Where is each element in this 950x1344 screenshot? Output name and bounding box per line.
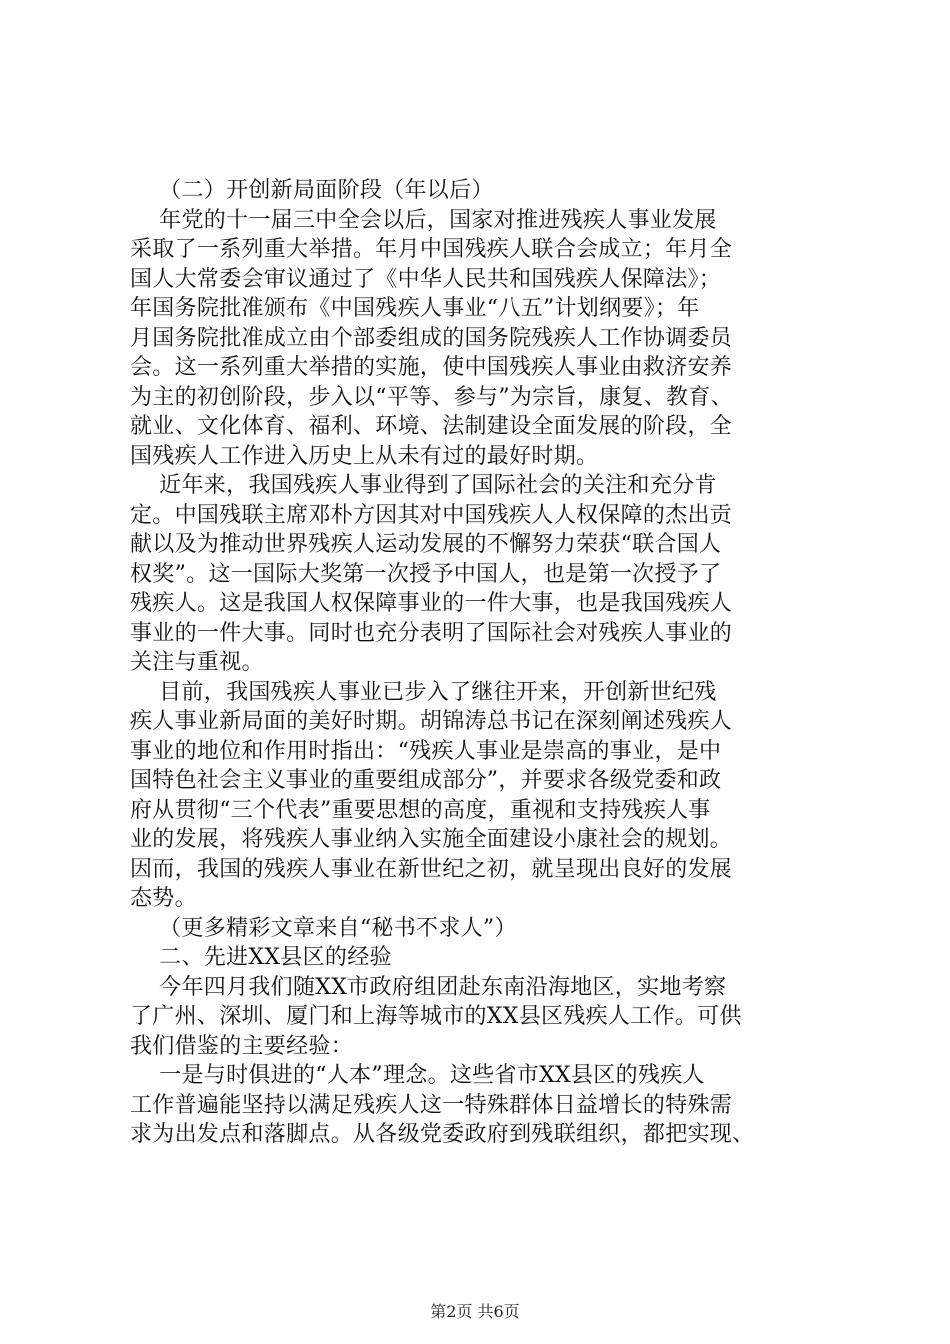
text-line: 事业的一件大事。同时也充分表明了国际社会对残疾人事业的 xyxy=(130,620,733,646)
text-line: 目前，我国残疾人事业已步入了继往开来，开创新世纪残 xyxy=(130,679,717,705)
text-line: 国特色社会主义事业的重要组成部分”，并要求各级党委和政 xyxy=(130,768,722,793)
text-line: 为主的初创阶段，步入以“平等、参与”为宗旨，康复、教育、 xyxy=(130,384,733,410)
text-line: 今年四月我们随XX市政府组团赴东南沿海地区，实地考察 xyxy=(130,974,727,1000)
text-line: 我们借鉴的主要经验： xyxy=(130,1033,354,1059)
text-line: 一是与时俱进的“人本”理念。这些省市XX县区的残疾人 xyxy=(130,1063,705,1088)
document-body xyxy=(130,176,850,1150)
text-line: 疾人事业新局面的美好时期。胡锦涛总书记在深刻阐述残疾人 xyxy=(130,709,733,734)
text-line: 府从贯彻“三个代表”重要思想的高度，重视和支持残疾人事 xyxy=(130,797,711,823)
text-line: 就业、文化体育、福利、环境、法制建设全面发展的阶段，全 xyxy=(130,414,733,439)
text-line: 年党的十一届三中全会以后，国家对推进残疾人事业发展 xyxy=(130,207,717,233)
text-line: 了广州、深圳、厦门和上海等城市的XX县区残疾人工作。可供 xyxy=(130,1004,742,1029)
text-line: 业的发展，将残疾人事业纳入实施全面建设小康社会的规划。 xyxy=(130,827,733,852)
text-line: 事业的地位和作用时指出：“残疾人事业是崇高的事业，是中 xyxy=(130,738,722,764)
text-line: 年国务院批准颁布《中国残疾人事业“八五”计划纲要》；年 xyxy=(130,296,700,321)
text-line: （二）开创新局面阶段（年以后） xyxy=(130,178,494,203)
text-line: 献以及为推动世界残疾人运动发展的不懈努力荣获“联合国人 xyxy=(130,532,722,557)
text-line: 工作普遍能坚持以满足残疾人这一特殊群体日益增长的特殊需 xyxy=(130,1092,733,1118)
text-line: 二、先进XX县区的经验 xyxy=(130,945,392,970)
text-line: 定。中国残联主席邓朴方因其对中国残疾人人权保障的杰出贡 xyxy=(130,502,733,528)
text-line: （更多精彩文章来自“秘书不求人”） xyxy=(130,915,517,941)
text-line: 因而，我国的残疾人事业在新世纪之初，就呈现出良好的发展 xyxy=(130,856,733,882)
text-line: 关注与重视。 xyxy=(130,650,264,675)
text-line: 国残疾人工作进入历史上从未有过的最好时期。 xyxy=(130,443,599,469)
text-line: 采取了一系列重大举措。年月中国残疾人联合会成立；年月全 xyxy=(130,237,733,262)
text-line: 国人大常委会审议通过了《中华人民共和国残疾人保障法》； xyxy=(130,266,722,292)
text-line: 月国务院批准成立由个部委组成的国务院残疾人工作协调委员 xyxy=(130,325,733,351)
page-footer: 第2页 共6页 xyxy=(430,1302,520,1321)
text-line: 残疾人。这是我国人权保障事业的一件大事，也是我国残疾人 xyxy=(130,591,733,616)
text-line: 近年来，我国残疾人事业得到了国际社会的关注和充分肯 xyxy=(130,473,717,498)
text-line: 求为出发点和落脚点。从各级党委政府到残联组织，都把实现、 xyxy=(130,1122,755,1147)
text-line: 会。这一系列重大举措的实施，使中国残疾人事业由救济安养 xyxy=(130,355,733,380)
text-line: 态势。 xyxy=(130,886,197,911)
text-line: 权奖”。这一国际大奖第一次授予中国人，也是第一次授予了 xyxy=(130,561,722,587)
